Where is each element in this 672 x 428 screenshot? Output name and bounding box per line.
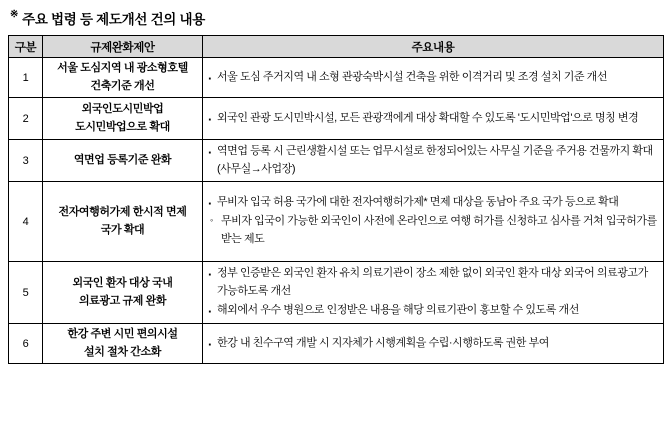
detail-item: · 무비자 입국 허용 국가에 대한 전자여행허가제* 면제 대상을 동남아 주요 국가 등으로 확대: [207, 194, 659, 212]
row-detail: [203, 98, 664, 140]
table-row: [9, 140, 664, 182]
row-proposal: 서울 도심지역 내 광소형호텔 건축기준 개선: [43, 58, 203, 98]
page-title-text: 주요 법령 등 제도개선 건의 내용: [22, 12, 205, 27]
column-header-proposal: 규제완화제안: [43, 36, 203, 58]
column-header-detail: 주요내용: [203, 36, 664, 58]
row-proposal: 외국인도시민박업 도시민박업으로 확대: [43, 98, 203, 140]
row-detail: [203, 262, 664, 324]
table-row: [9, 58, 664, 98]
table-row: [9, 182, 664, 262]
table-row: [9, 98, 664, 140]
detail-item: · 한강 내 친수구역 개발 시 지자체가 시행계획을 수립·시행하도록 권한 부여: [207, 335, 659, 353]
table-row: [9, 262, 664, 324]
row-detail: [203, 58, 664, 98]
detail-item: · 해외에서 우수 병원으로 인정받은 내용을 해당 의료기관이 홍보할 수 있도록 개선: [207, 302, 659, 320]
row-proposal: 역면업 등록기준 완화: [43, 140, 203, 182]
row-number: 1: [9, 58, 43, 98]
page-title: [10, 8, 664, 28]
table-header-row: [9, 36, 664, 58]
row-number: 2: [9, 98, 43, 140]
detail-list: [207, 110, 659, 128]
table-row: [9, 324, 664, 364]
detail-item: · 서울 도심 주거지역 내 소형 관광숙박시설 건축을 위한 이격거리 및 조경 설치 기준 개선: [207, 69, 659, 87]
row-number: 5: [9, 262, 43, 324]
row-number: 4: [9, 182, 43, 262]
row-proposal: 한강 주변 시민 편의시설 설치 절차 간소화: [43, 324, 203, 364]
regulation-table: [8, 35, 664, 364]
title-bullet-icon: ※: [10, 9, 19, 20]
detail-list: [207, 69, 659, 87]
detail-item: · 외국인 관광 도시민박시설, 모든 관광객에게 대상 확대할 수 있도록 '도시민박업'으로 명칭 변경: [207, 110, 659, 128]
detail-list: [207, 335, 659, 353]
row-proposal: 외국인 환자 대상 국내 의료광고 규제 완화: [43, 262, 203, 324]
detail-item: · 역면업 등록 시 근린생활시설 또는 업무시설로 한정되어있는 사무실 기준을 주거용 건물까지 확대(사무실→사업장): [207, 143, 659, 179]
row-number: 6: [9, 324, 43, 364]
table-body: [9, 58, 664, 364]
detail-list: [207, 143, 659, 179]
detail-item-note: ◦ 무비자 입국이 가능한 외국인이 사전에 온라인으로 여행 허가를 신청하고 심사를 거쳐 입국허가를 받는 제도: [207, 213, 659, 249]
row-proposal: 전자여행허가제 한시적 면제 국가 확대: [43, 182, 203, 262]
detail-list: [207, 265, 659, 319]
column-header-no: 구분: [9, 36, 43, 58]
row-detail: [203, 182, 664, 262]
detail-item: · 정부 인증받은 외국인 환자 유치 의료기관이 장소 제한 없이 외국인 환자 대상 외국어 의료광고가 가능하도록 개선: [207, 265, 659, 301]
row-number: 3: [9, 140, 43, 182]
detail-list: [207, 194, 659, 248]
row-detail: [203, 140, 664, 182]
row-detail: [203, 324, 664, 364]
